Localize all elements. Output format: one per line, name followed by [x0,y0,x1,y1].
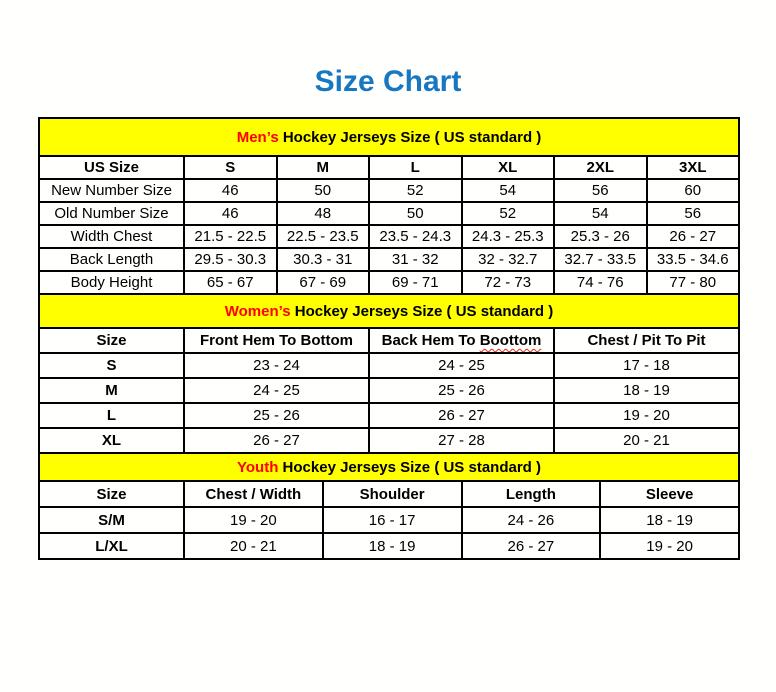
column-header-men: 3XL [647,156,740,179]
value-cell: 50 [369,202,462,225]
value-cell: 48 [277,202,370,225]
column-header-men: US Size [39,156,184,179]
row-label: Body Height [39,271,184,294]
size-chart-body [39,118,739,559]
row-label: XL [39,428,184,453]
value-cell: 26 - 27 [647,225,740,248]
data-row-men [39,225,739,248]
column-header-women: Back Hem To Boottom [369,328,554,353]
column-header-men: L [369,156,462,179]
value-cell: 33.5 - 34.6 [647,248,740,271]
section-band-text: Hockey Jerseys Size ( US standard ) [290,302,554,320]
data-row-men [39,202,739,225]
value-cell: 65 - 67 [184,271,277,294]
data-row-women [39,353,739,378]
section-band-highlight: Women’s [224,302,291,320]
value-cell: 24 - 26 [462,507,601,533]
value-cell: 32.7 - 33.5 [554,248,647,271]
row-label: Back Length [39,248,184,271]
value-cell: 16 - 17 [323,507,462,533]
column-header-youth: Size [39,481,184,507]
value-cell: 24 - 25 [369,353,554,378]
header-row-women [39,328,739,353]
header-row-youth [39,481,739,507]
value-cell: 69 - 71 [369,271,462,294]
value-cell: 25 - 26 [369,378,554,403]
value-cell: 46 [184,179,277,202]
row-label: Old Number Size [39,202,184,225]
value-cell: 17 - 18 [554,353,739,378]
value-cell: 22.5 - 23.5 [277,225,370,248]
value-cell: 19 - 20 [600,533,739,559]
page-title: Size Chart [314,65,462,98]
data-row-men [39,179,739,202]
column-header-men: XL [462,156,555,179]
value-cell: 56 [647,202,740,225]
column-header-women: Chest / Pit To Pit [554,328,739,353]
value-cell: 20 - 21 [554,428,739,453]
value-cell: 26 - 27 [369,403,554,428]
column-header-youth: Length [462,481,601,507]
row-label: S/M [39,507,184,533]
size-chart-table [38,117,740,560]
value-cell: 46 [184,202,277,225]
value-cell: 54 [554,202,647,225]
value-cell: 26 - 27 [184,428,369,453]
misspelled-word: Boottom [479,332,542,349]
value-cell: 24.3 - 25.3 [462,225,555,248]
value-cell: 23.5 - 24.3 [369,225,462,248]
value-cell: 26 - 27 [462,533,601,559]
column-header-women: Front Hem To Bottom [184,328,369,353]
value-cell: 21.5 - 22.5 [184,225,277,248]
value-cell: 19 - 20 [554,403,739,428]
row-label: Width Chest [39,225,184,248]
value-cell: 24 - 25 [184,378,369,403]
value-cell: 72 - 73 [462,271,555,294]
section-band-youth [39,453,739,481]
value-cell: 27 - 28 [369,428,554,453]
value-cell: 30.3 - 31 [277,248,370,271]
column-header-youth: Chest / Width [184,481,323,507]
row-label: L/XL [39,533,184,559]
section-band-row-men [39,118,739,156]
value-cell: 19 - 20 [184,507,323,533]
column-header-men: S [184,156,277,179]
value-cell: 23 - 24 [184,353,369,378]
data-row-women [39,403,739,428]
value-cell: 74 - 76 [554,271,647,294]
value-cell: 67 - 69 [277,271,370,294]
row-label: M [39,378,184,403]
section-band-women [39,294,739,328]
value-cell: 56 [554,179,647,202]
data-row-youth [39,533,739,559]
data-row-youth [39,507,739,533]
column-header-women: Size [39,328,184,353]
section-band-highlight: Youth [237,458,279,476]
data-row-men [39,271,739,294]
data-row-men [39,248,739,271]
value-cell: 29.5 - 30.3 [184,248,277,271]
section-band-row-youth [39,453,739,481]
value-cell: 54 [462,179,555,202]
value-cell: 25 - 26 [184,403,369,428]
value-cell: 50 [277,179,370,202]
value-cell: 52 [462,202,555,225]
row-label: New Number Size [39,179,184,202]
value-cell: 77 - 80 [647,271,740,294]
section-band-highlight: Men’s [236,128,279,146]
section-band-text: Hockey Jerseys Size ( US standard ) [278,128,542,146]
section-band-men [39,118,739,156]
value-cell: 32 - 32.7 [462,248,555,271]
value-cell: 18 - 19 [554,378,739,403]
value-cell: 60 [647,179,740,202]
column-header-youth: Shoulder [323,481,462,507]
column-header-men: M [277,156,370,179]
value-cell: 52 [369,179,462,202]
data-row-women [39,428,739,453]
value-cell: 25.3 - 26 [554,225,647,248]
section-band-row-women [39,294,739,328]
value-cell: 31 - 32 [369,248,462,271]
value-cell: 18 - 19 [600,507,739,533]
section-band-text: Hockey Jerseys Size ( US standard ) [278,458,541,476]
value-cell: 20 - 21 [184,533,323,559]
header-row-men [39,156,739,179]
data-row-women [39,378,739,403]
row-label: S [39,353,184,378]
row-label: L [39,403,184,428]
column-header-youth: Sleeve [600,481,739,507]
column-header-men: 2XL [554,156,647,179]
value-cell: 18 - 19 [323,533,462,559]
